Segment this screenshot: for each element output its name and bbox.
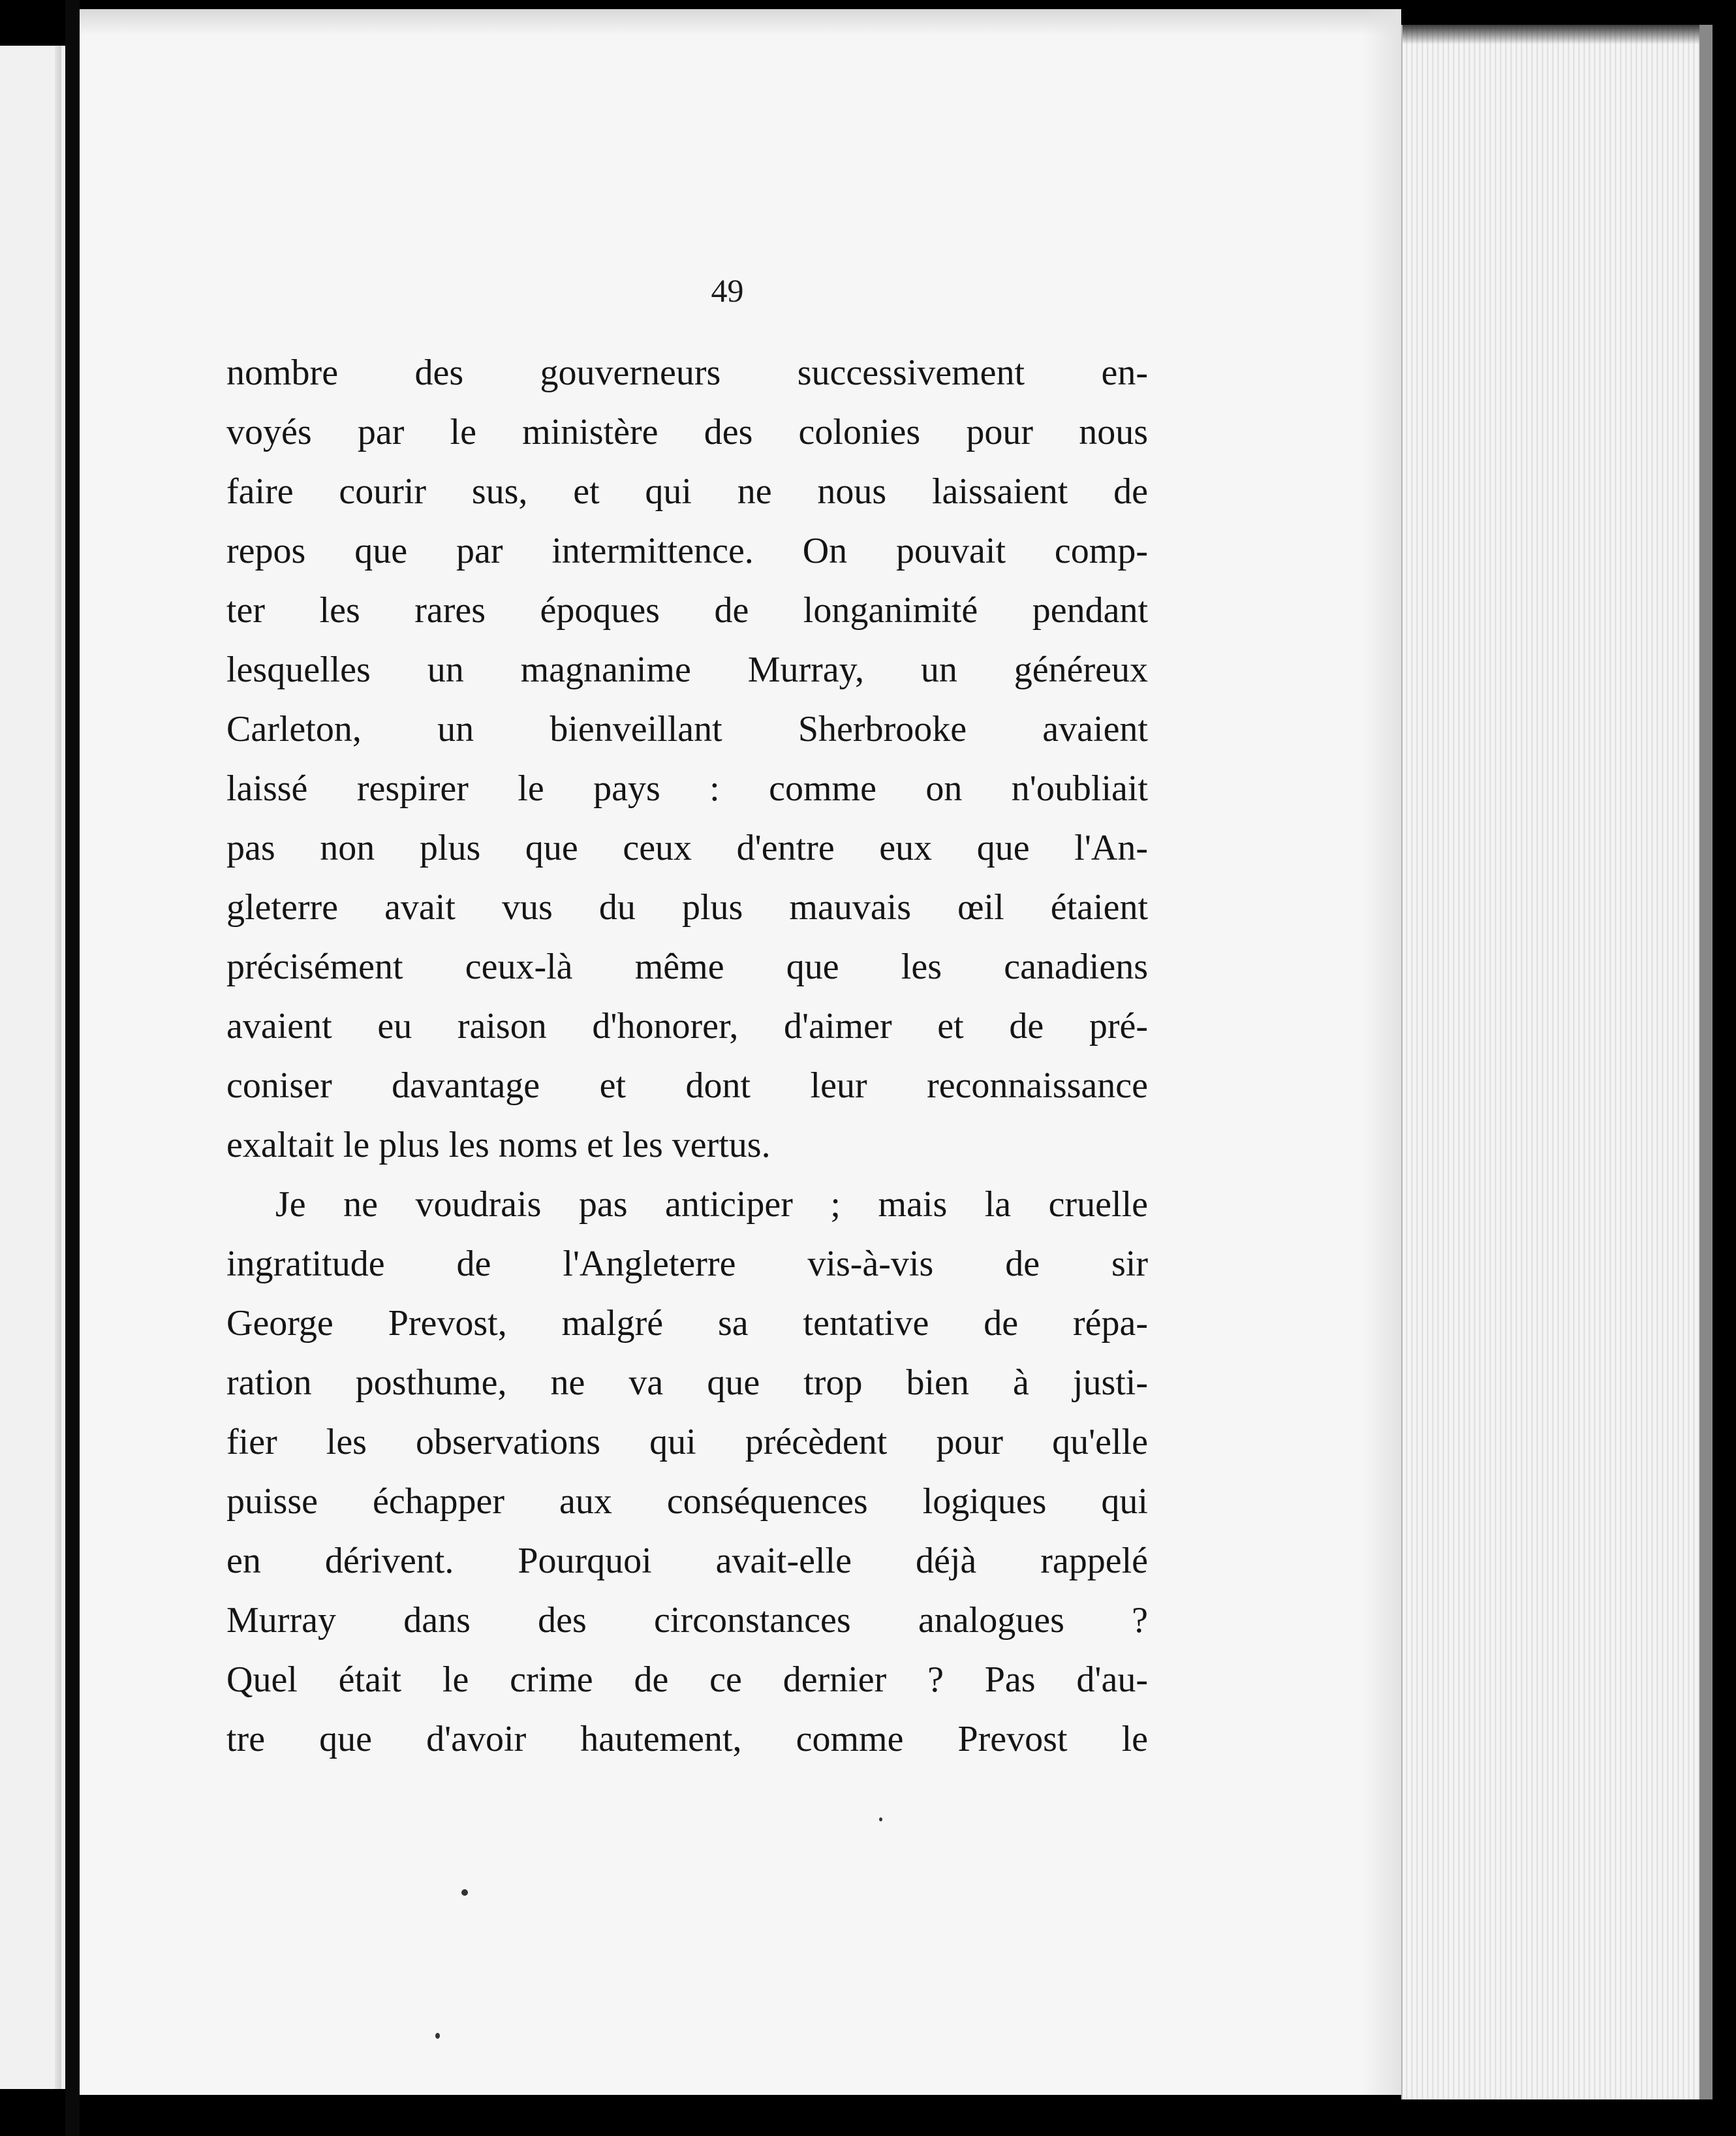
text-line: lesquelles un magnanime Murray, un généreux [226, 650, 1148, 690]
text-line: Murray dans des circonstances analogues ? [226, 1600, 1148, 1641]
book-page [80, 9, 1401, 2095]
text-line: nombre des gouverneurs successivement en- [226, 353, 1148, 393]
text-line: coniser davantage et dont leur reconnaissance [226, 1065, 1148, 1106]
paragraph-1 [226, 343, 1148, 1175]
text-line: exaltait le plus les noms et les vertus. [226, 1125, 771, 1165]
text-line: Carleton, un bienveillant Sherbrooke avaient [226, 709, 1148, 749]
text-line: Quel était le crime de ce dernier ? Pas d'au- [226, 1659, 1148, 1700]
text-line: ration posthume, ne va que trop bien à justi- [226, 1362, 1148, 1403]
text-line: fier les observations qui précèdent pour qu'elle [226, 1422, 1148, 1462]
text-line: George Prevost, malgré sa tentative de répa- [226, 1303, 1148, 1343]
text-line: ingratitude de l'Angleterre vis-à-vis de sir [226, 1244, 1148, 1284]
text-line: puisse échapper aux conséquences logiques qui [226, 1481, 1148, 1522]
page-edges-stack [1401, 25, 1713, 2099]
text-line: tre que d'avoir hautement, comme Prevost le [226, 1719, 1148, 1759]
text-line: en dérivent. Pourquoi avait-elle déjà rappelé [226, 1541, 1148, 1581]
paper-speck [435, 2033, 440, 2039]
text-line: voyés par le ministère des colonies pour nous [226, 412, 1148, 452]
page-text [226, 343, 1148, 1769]
facing-page-edge [0, 46, 67, 2089]
book-gutter [65, 0, 80, 2136]
text-line: ter les rares époques de longanimité pendant [226, 590, 1148, 631]
paper-speck [461, 1889, 468, 1896]
page-number: 49 [711, 272, 744, 309]
text-line: faire courir sus, et qui ne nous laissaient de [226, 471, 1148, 512]
text-line: précisément ceux-là même que les canadiens [226, 947, 1148, 987]
text-line: gleterre avait vus du plus mauvais œil étaient [226, 887, 1148, 928]
paper-speck [879, 1817, 882, 1821]
paragraph-2 [226, 1175, 1148, 1769]
text-line: laissé respirer le pays : comme on n'oubliait [226, 768, 1148, 809]
text-line: pas non plus que ceux d'entre eux que l'An- [226, 828, 1148, 868]
text-line: Je ne voudrais pas anticiper ; mais la cruelle [275, 1184, 1148, 1225]
text-line: avaient eu raison d'honorer, d'aimer et de pré- [226, 1006, 1148, 1046]
text-line: repos que par intermittence. On pouvait comp- [226, 531, 1148, 571]
